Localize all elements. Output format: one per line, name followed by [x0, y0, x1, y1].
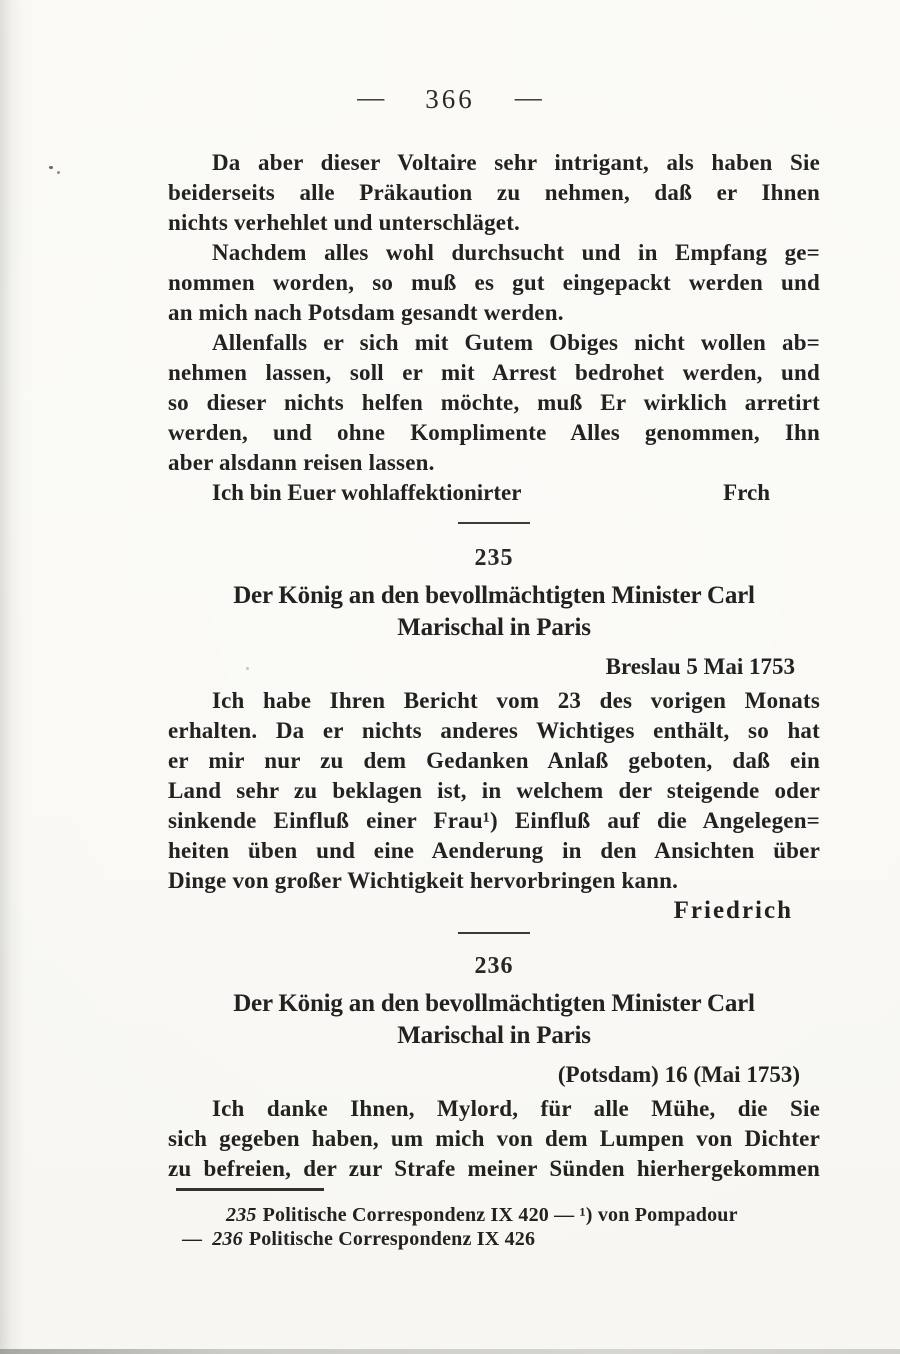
section-divider: [458, 932, 530, 934]
letter-236-dateline: (Potsdam) 16 (Mai 1753): [557, 1062, 800, 1087]
letter-number-235: 235: [474, 545, 514, 571]
body-line: nichts verhehlet und unterschläget.: [168, 210, 520, 235]
body-line: er mir nur zu dem Gedanken Anlaß geboten, daß ein: [168, 748, 820, 773]
heading-line: Marischal in Paris: [397, 614, 591, 641]
body-line: nommen worden, so muß es gut eingepackt werden und: [168, 270, 820, 295]
body-line: Da aber dieser Voltaire sehr intrigant, als haben Sie: [212, 150, 820, 175]
signature-friedrich: Friedrich: [673, 897, 793, 924]
footnote-rule: [176, 1188, 324, 1191]
body-line: nehmen lassen, soll er mit Arrest bedrohet werden, und: [168, 360, 820, 385]
body-line: sich gegeben haben, um mich von dem Lumpen von Dichter: [168, 1126, 820, 1151]
footnote-text: Politische Correspondenz IX 426: [248, 1228, 536, 1250]
footnote-line: [168, 1203, 820, 1227]
paragraph: [168, 148, 820, 238]
body-line: so dieser nichts helfen möchte, muß Er wirklich arretirt: [168, 390, 820, 415]
letter-235-heading: [168, 580, 820, 644]
body-line: aber alsdann reisen lassen.: [168, 450, 435, 475]
body-line: sinkende Einfluß einer Frau¹) Einfluß auf die Angelegen=: [168, 808, 820, 833]
text-column: [168, 148, 820, 1251]
heading-line: Marischal in Paris: [397, 1022, 591, 1049]
ink-speck: [49, 166, 53, 169]
body-line: erhalten. Da er nichts anderes Wichtiges enthält, so hat: [168, 718, 820, 743]
ink-speck: [246, 667, 249, 670]
paragraph: [168, 238, 820, 328]
body-line: Nachdem alles wohl durchsucht und in Empfang ge=: [212, 240, 820, 265]
header-dash-left: —: [357, 82, 386, 112]
body-line: an mich nach Potsdam gesandt werden.: [168, 300, 564, 325]
scan-left-edge-artifact: [0, 0, 26, 1354]
section-divider: [458, 522, 530, 524]
header-dash-right: —: [514, 82, 543, 112]
ink-speck: [57, 171, 60, 174]
signature-frch: Frch: [723, 480, 770, 505]
letter-236-heading: [168, 988, 820, 1052]
letter-235-dateline: Breslau 5 Mai 1753: [605, 654, 795, 679]
paragraph: [168, 686, 820, 896]
closing-text: Ich bin Euer wohlaffektionirter: [212, 480, 522, 505]
letter-number-236: 236: [474, 953, 514, 979]
closing-row: [168, 478, 820, 508]
footnote-ref-236: 236: [212, 1228, 243, 1250]
body-line: Allenfalls er sich mit Gutem Obiges nicht wollen ab=: [212, 330, 820, 355]
body-line: beiderseits alle Präkaution zu nehmen, daß er Ihnen: [168, 180, 820, 205]
body-line: Land sehr zu beklagen ist, in welchem der steigende oder: [168, 778, 820, 803]
body-line: Ich habe Ihren Bericht vom 23 des vorigen Monats: [212, 688, 820, 713]
paragraph: [168, 1094, 820, 1184]
body-line: werden, und ohne Komplimente Alles genommen, Ihn: [168, 420, 820, 445]
page-number: 366: [425, 84, 475, 114]
heading-line: Der König an den bevollmächtigten Minister Carl: [233, 582, 755, 609]
page-header: [0, 84, 900, 114]
scan-bottom-edge-artifact: [0, 1349, 900, 1354]
body-line: Dinge von großer Wichtigkeit hervorbringen kann.: [168, 868, 679, 893]
footnote-dash: —: [182, 1228, 203, 1250]
body-line: zu befreien, der zur Strafe meiner Sünden hierhergekommen: [168, 1156, 820, 1181]
footnote-line: [168, 1227, 820, 1251]
paragraph: [168, 328, 820, 478]
body-line: heiten üben und eine Aenderung in den Ansichten über: [168, 838, 820, 863]
footnote-ref-235: 235: [226, 1204, 257, 1226]
footnote-text: Politische Correspondenz IX 420 — ¹) von Pompadour: [262, 1204, 738, 1226]
body-line: Ich danke Ihnen, Mylord, für alle Mühe, die Sie: [212, 1096, 820, 1121]
heading-line: Der König an den bevollmächtigten Minister Carl: [233, 990, 755, 1017]
